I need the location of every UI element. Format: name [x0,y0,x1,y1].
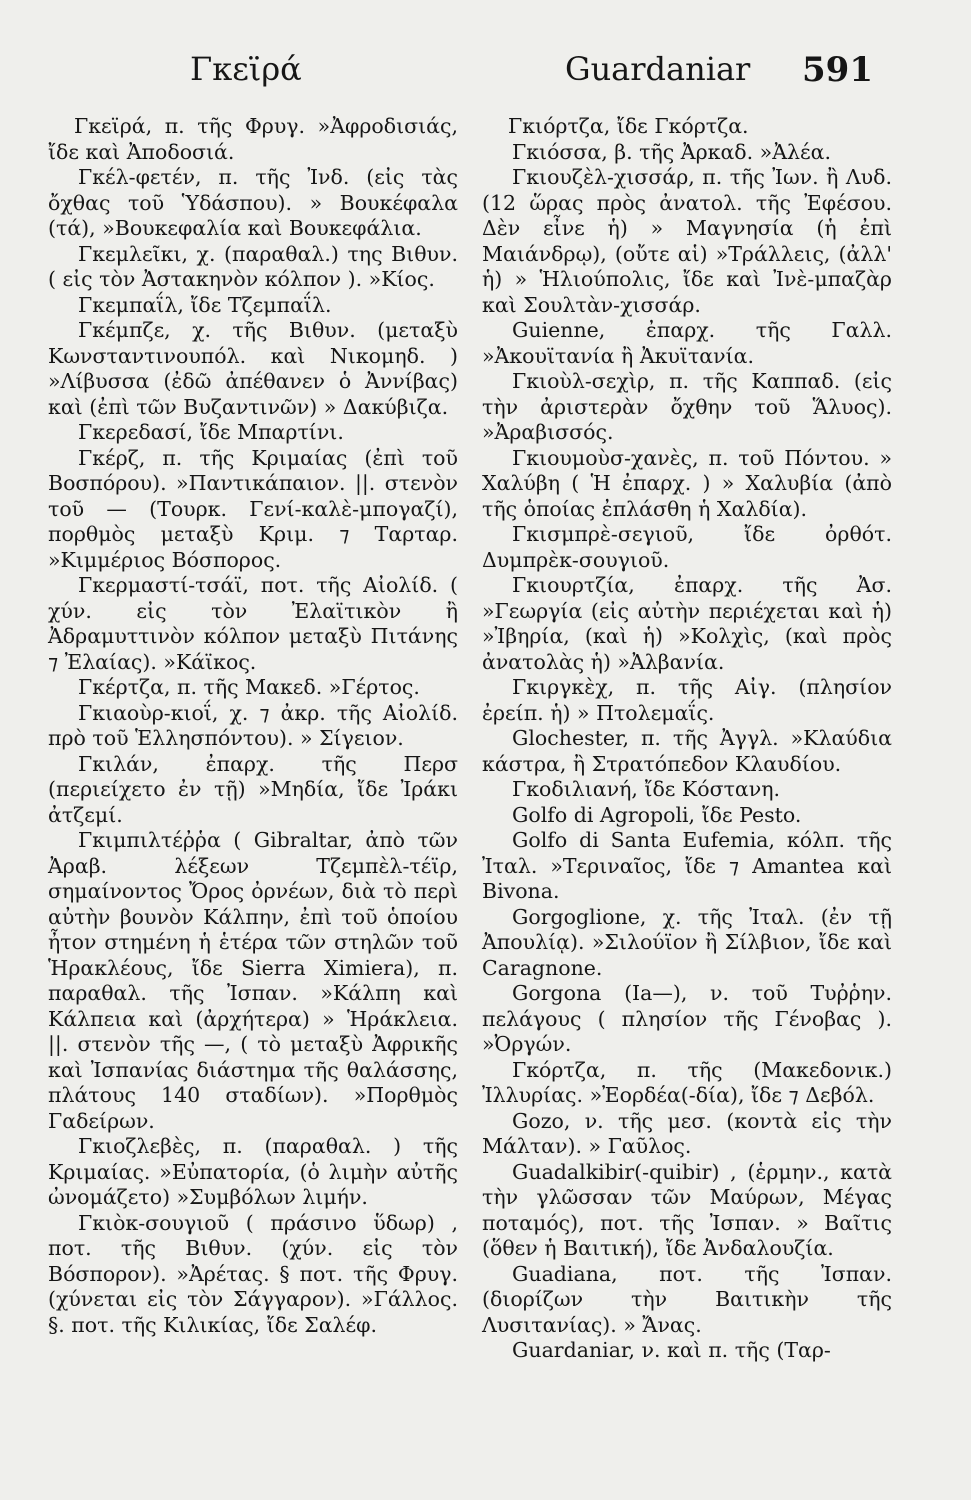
header-right-word: Guardaniar [565,50,751,88]
header-left-word: Γκεϊρά [190,50,302,88]
entry: Γκεϊρά, π. τῆς Φρυγ. »Ἀφροδισιάς, ἴδε καὶ Ἀποδοσιά. [48,114,458,164]
entry: Γκιουμοὺσ-χανὲς, π. τοῦ Πόντου. » Χαλύβη ( Ἡ ἐπαρχ. ) » Χαλυβία (ἀπὸ τῆς ὁποίας ἐπλάσθη ἡ Χαλδία). [482,445,892,521]
entry: Γκιόρτζα, ἴδε Γκόρτζα. [508,114,749,138]
entry: Gozo, ν. τῆς μεσ. (κοντὰ εἰς τὴν Μάλταν). » Γαῦλος. [482,1108,892,1158]
entry: Γκιὸκ-σουγιοῦ ( πράσινο ὕδωρ) , ποτ. τῆς Βιθυν. (χύν. εἰς τὸν Βόσπορον). »Ἀρέτας. § ποτ. τῆς Φρυγ. (χύνεται εἰς τὸν Σάγγαρον). »Γάλλος. §. ποτ. τῆς Κιλικίας, ἴδε Σαλέφ. [48,1210,458,1337]
entry: Γκιργκὲχ, π. τῆς Αἰγ. (πλησίον ἐρείπ. ἡ) » Πτολεμαΐς. [482,675,892,725]
entry: Gorgona (Ia—), ν. τοῦ Τυῤῥην. πελάγους ( πλησίον τῆς Γένοβας ). »Ὀργών. [482,981,892,1056]
entry: Γκερεδασί, ἴδε Μπαρτίνι. [78,420,344,444]
entry: Γκόρτζα, π. τῆς (Μακεδονικ.) Ἰλλυρίας. »Ἐορδέα(-δία), ἴδε ⁊ Δεβόλ. [482,1057,892,1107]
entry: Γκιοὺλ-σεχὶρ, π. τῆς Καππαδ. (εἰς τὴν ἀριστερὰν ὄχθην τοῦ Ἅλυος). »Ἀραβισσός. [482,369,892,444]
entry: Γκιουζὲλ-χισσάρ, π. τῆς Ἰων. ἢ Λυδ. (12 ὥρας πρὸς ἀνατολ. τῆς Ἐφέσου. Δὲν εἶνε ἡ) » Μαγνησία (ἡ ἐπὶ Μαιάνδρῳ), (οὔτε αἱ) »Τράλλεις, (ἀλλ' ἡ) » Ἡλιούπολις, ἴδε καὶ Ἰνὲ-μπαζὰρ καὶ Σουλτὰν-χισσάρ. [482,165,892,317]
entry: Γκοδιλιανή, ἴδε Κόστανη. [512,777,781,801]
entry: Golfo di Santa Eufemia, κόλπ. τῆς Ἰταλ. »Τεριναῖος, ἴδε ⁊ Amantea καὶ Bivona. [482,828,892,903]
entry: Glochester, π. τῆς Ἀγγλ. »Κλαύδια κάστρα, ἢ Στρατόπεδον Κλαυδίου. [482,726,892,776]
entry: Γκέμπζε, χ. τῆς Βιθυν. (μεταξὺ Κωνσταντινουπόλ. καὶ Νικομηδ. ) »Λίβυσσα (ἐδῶ ἀπέθανεν ὁ Ἀννίβας) καὶ (ἐπὶ τῶν Βυζαντινῶν) » Δακύβιζα. [48,318,458,419]
entry: Guadiana, ποτ. τῆς Ἰσπαν. (διορίζων τὴν Βαιτικὴν τῆς Λυσιτανίας). » Ἄνας. [482,1261,892,1337]
entry: Γκιοζλεβὲς, π. (παραθαλ. ) τῆς Κριμαίας. »Εὐπατορία, (ὁ λιμὴν αὐτῆς ὠνομάζετο) »Συμβόλων λιμήν. [48,1134,458,1209]
entry: Gorgoglione, χ. τῆς Ἰταλ. (ἐν τῇ Ἀπουλίᾳ). »Σιλούϊον ἢ Σίλβιον, ἴδε καὶ Caragnone. [482,904,892,980]
entry: Guienne, ἐπαρχ. τῆς Γαλλ. »Ἀκουϊτανία ἢ Ἀκυϊτανία. [482,318,892,368]
left-column [48,114,458,1338]
entry: Γκιμπιλτέῤῥα ( Gibraltar, ἀπὸ τῶν Ἀραβ. λέξεων Τζεμπὲλ-τέϊρ, σημαίνοντος Ὄρος ὀρνέων, διὰ τὸ περὶ αὐτὴν βουνὸν Κάλπην, ἐπὶ τοῦ ὁποίου ἦτον στημένη ἡ ἑτέρα τῶν στηλῶν τοῦ Ἡρακλέους, ἴδε Sierra Ximiera), π. παραθαλ. τῆς Ἰσπαν. »Κάλπη καὶ Κάλπεια καὶ (ἀρχήτερα) » Ἡράκλεια. ||. στενὸν τῆς —, ( τὸ μεταξὺ Ἀφρικῆς καὶ Ἰσπανίας διάστημα τῆς θαλάσσης, πλάτους 140 σταδίων). »Πορθμὸς Γαδείρων. [48,828,458,1133]
entry: Guardaniar, ν. καὶ π. τῆς (Ταρ- [512,1338,831,1362]
entry: Golfo di Agropoli, ἴδε Pesto. [512,802,802,827]
entry: Γκεμπαΐλ, ἴδε Τζεμπαΐλ. [78,292,332,317]
entry: Γκιόσσα, β. τῆς Ἀρκαδ. »Ἀλέα. [512,139,831,164]
entry: Γκισμπρὲ-σεγιοῦ, ἴδε ὀρθότ. Δυμπρὲκ-σουγιοῦ. [482,522,892,572]
entry: Γκιαοὺρ-κιοΐ, χ. ⁊ ἀκρ. τῆς Αἰολίδ. πρὸ τοῦ Ἑλλησπόντου). » Σίγειον. [48,700,458,750]
entry: Γκεμλεῖκι, χ. (παραθαλ.) της Βιθυν. ( εἰς τὸν Ἀστακηνὸν κόλπον ). »Κίος. [48,241,458,291]
entry: Guadalkibir(-quibir) , (ἑρμην., κατὰ τὴν γλῶσσαν τῶν Μαύρων, Μέγας ποταμός), ποτ. τῆς Ἰσπαν. » Βαῖτις (ὅθεν ἡ Βαιτική), ἴδε Ἀνδαλουζία. [482,1159,892,1260]
entry: Γκέλ-φετέν, π. τῆς Ἰνδ. (εἰς τὰς ὄχθας τοῦ Ὑδάσπου). » Βουκέφαλα (τά), »Βουκεφαλία καὶ Βουκεφάλια. [48,165,458,240]
entry: Γκιουρτζία, ἐπαρχ. τῆς Ἀσ. »Γεωργία (εἰς αὐτὴν περιέχεται καὶ ἡ) »Ἰβηρία, (καὶ ἡ) »Κολχὶς, (καὶ πρὸς ἀνατολὰς ἡ) »Ἀλβανία. [482,573,892,674]
right-column [482,114,892,1364]
entry: Γκερμαστί-τσάϊ, ποτ. τῆς Αἰολίδ. ( χύν. εἰς τὸν Ἐλαϊτικὸν ἢ Ἀδραμυττινὸν κόλπον μεταξὺ Πιτάνης ⁊ Ἐλαίας). »Κάϊκος. [48,573,458,674]
page-number: 591 [802,50,873,90]
entry: Γκιλάν, ἐπαρχ. τῆς Περσ (περιείχετο ἐν τῇ) »Μηδία, ἴδε Ἰράκι ἀτζεμί. [48,751,458,827]
entry: Γκέρτζα, π. τῆς Μακεδ. »Γέρτος. [78,675,420,699]
running-header [40,50,931,100]
entry: Γκέρζ, π. τῆς Κριμαίας (ἐπὶ τοῦ Βοσπόρου). »Παντικάπαιον. ||. στενὸν τοῦ — (Τουρκ. Γενί-καλὲ-μπογαζί), πορθμὸς μεταξὺ Κριμ. ⁊ Ταρταρ. »Κιμμέριος Βόσπορος. [48,445,458,572]
